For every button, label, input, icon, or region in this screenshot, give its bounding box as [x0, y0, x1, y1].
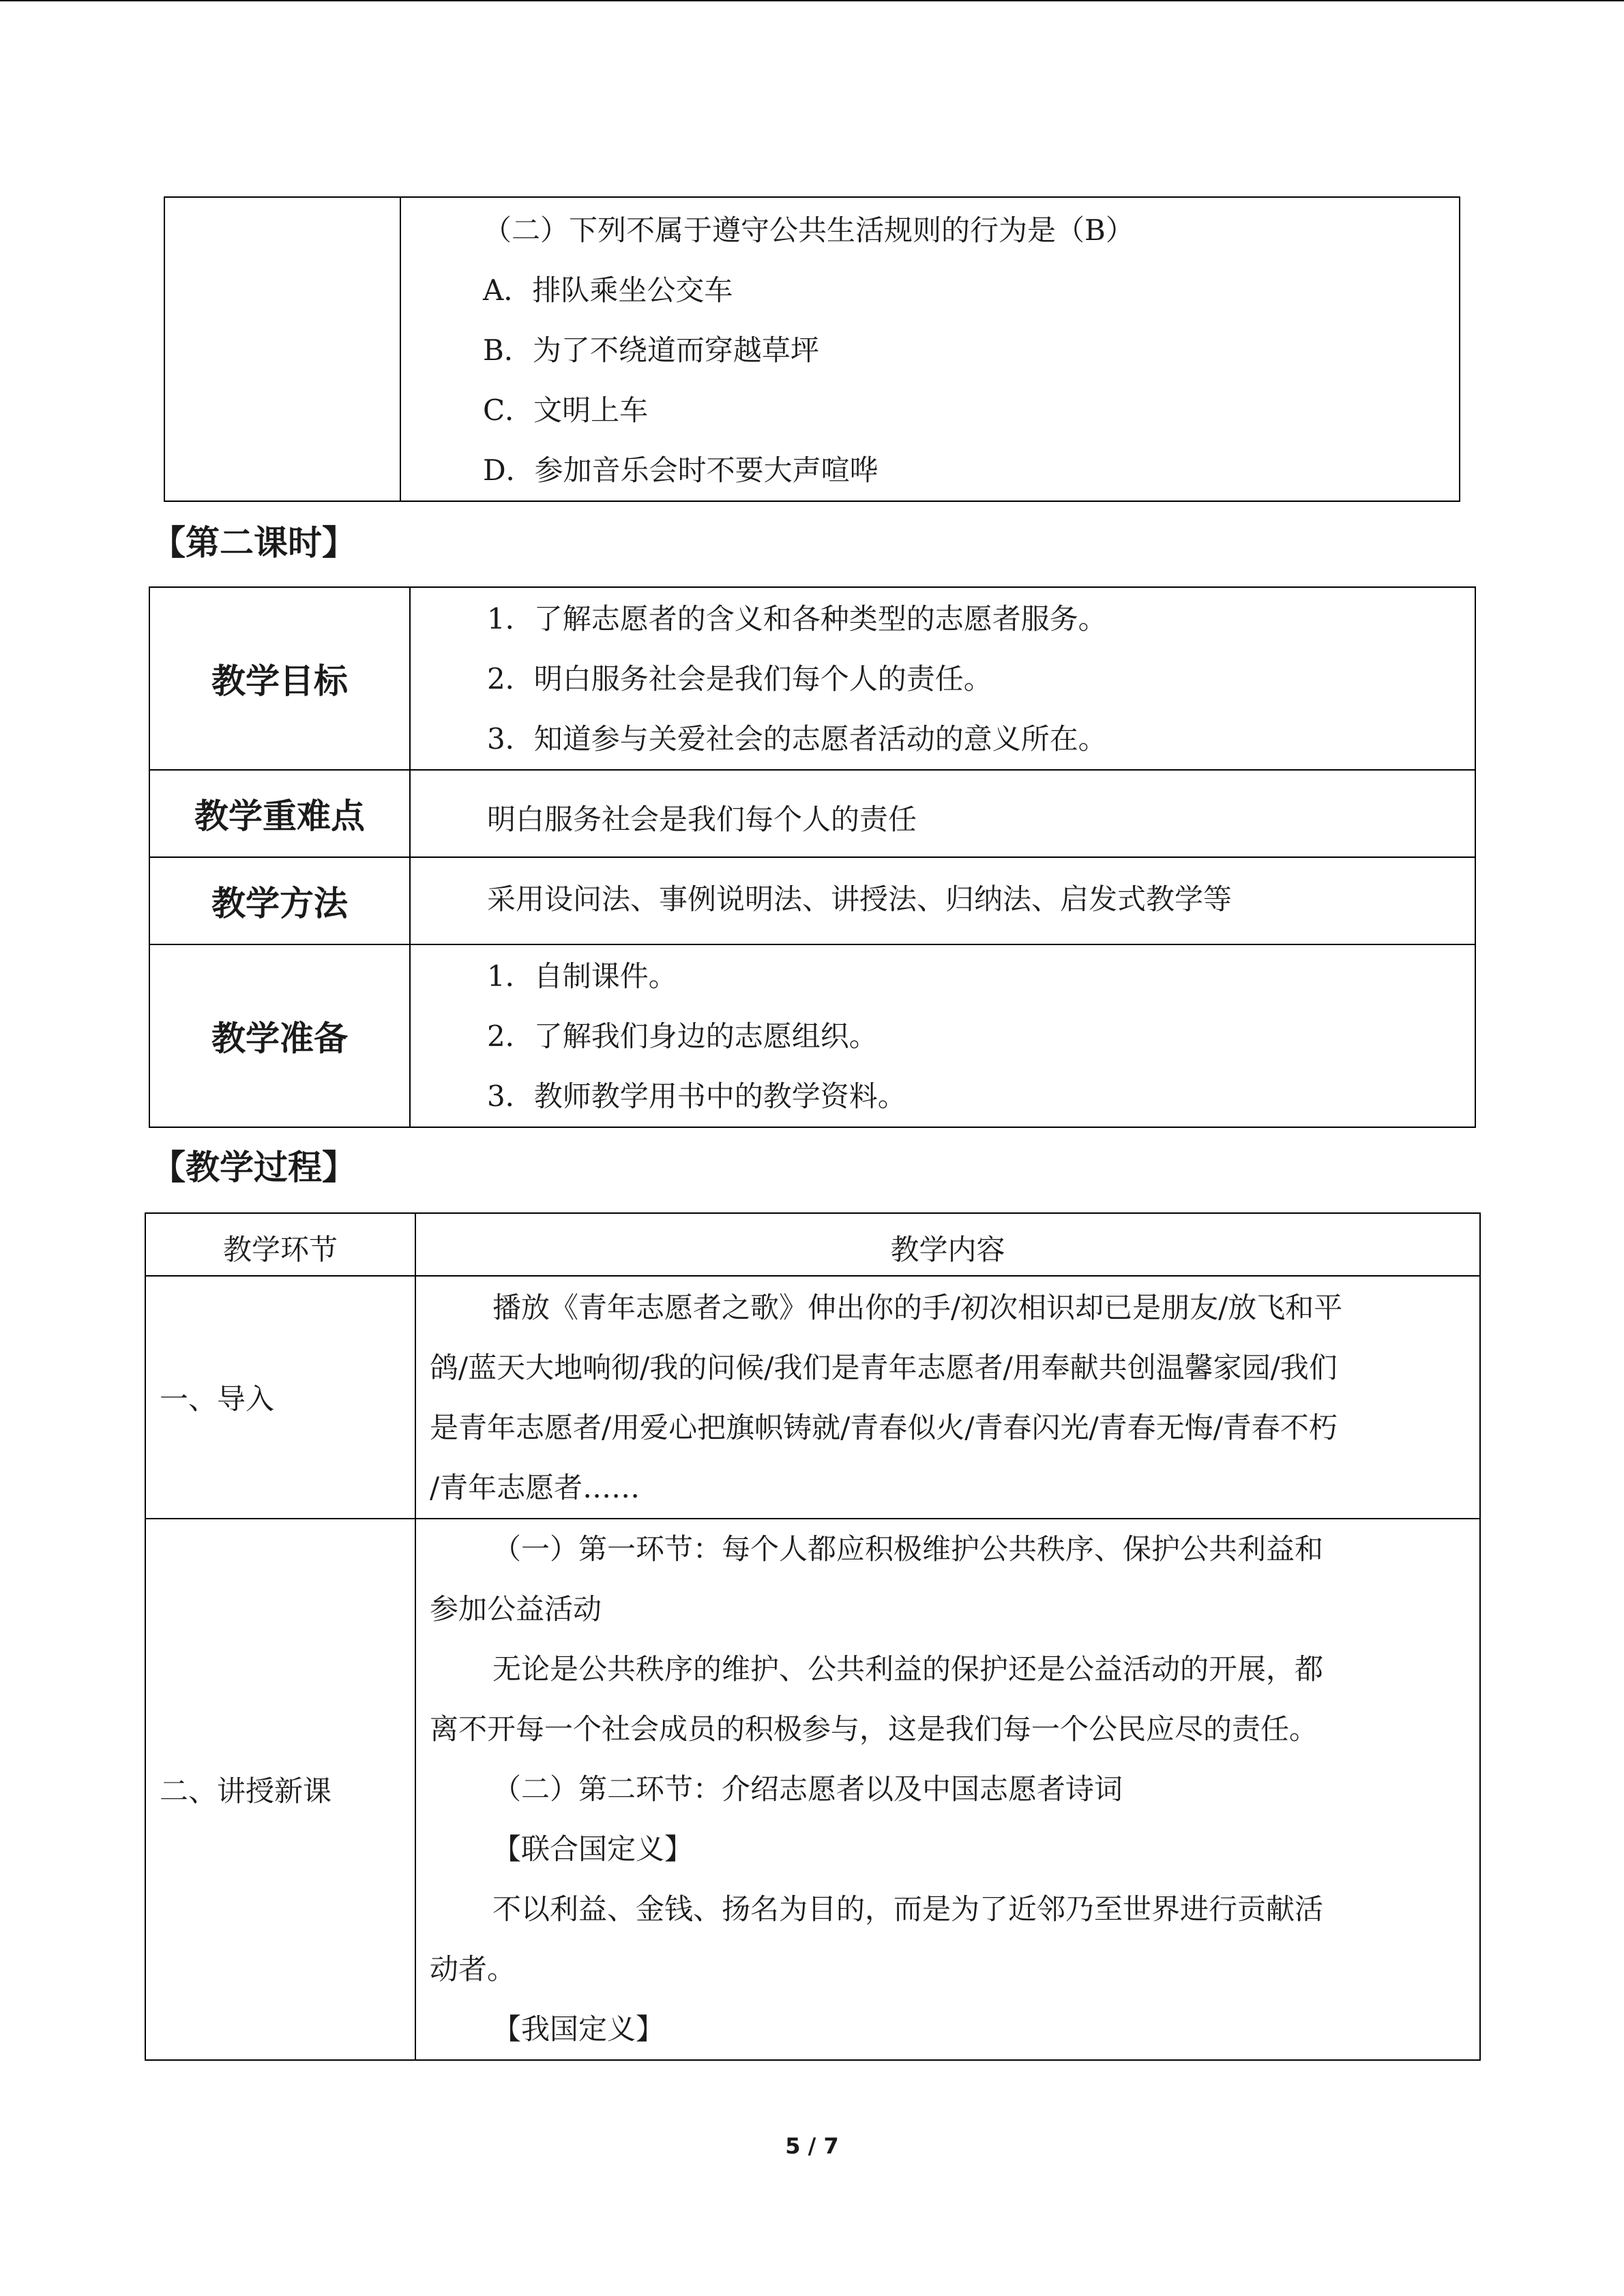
section-heading-teaching-process: 【教学过程】	[151, 1148, 356, 1187]
goals-cell	[410, 587, 1475, 770]
prep-item: 3．教师教学用书中的教学资料。	[487, 1079, 906, 1113]
prep-item: 2．了解我们身边的志愿组织。	[487, 1019, 878, 1053]
page-number: 5 / 7	[785, 2133, 839, 2159]
goal-item: 3．知道参与关爱社会的志愿者活动的意义所在。	[487, 722, 1107, 756]
prep-item: 1．自制课件。	[487, 959, 677, 993]
stage-new-lesson-label: 二、讲授新课	[145, 1519, 415, 2060]
goal-item: 1．了解志愿者的含义和各种类型的志愿者服务。	[487, 602, 1107, 636]
new-lesson-line: 【我国定义】	[492, 2012, 665, 2046]
quiz-option-d: D．参加音乐会时不要大声喧哗	[483, 453, 879, 487]
intro-line: 是青年志愿者/用爱心把旗帜铸就/青春似火/青春闪光/青春无悔/青春不朽	[430, 1411, 1338, 1444]
prep-label: 教学准备	[149, 944, 410, 1127]
header-stage: 教学环节	[145, 1213, 415, 1276]
top-border-line	[0, 0, 1624, 1]
intro-line: 鸽/蓝天大地响彻/我的问候/我们是青年志愿者/用奉献共创温馨家园/我们	[430, 1351, 1338, 1384]
prep-cell	[410, 944, 1475, 1127]
method-text: 采用设问法、事例说明法、讲授法、归纳法、启发式教学等	[410, 857, 1475, 944]
stage-intro-content	[415, 1276, 1480, 1519]
teaching-process-table	[145, 1212, 1481, 2061]
stage-intro-label: 一、导入	[145, 1276, 415, 1519]
method-label: 教学方法	[149, 857, 410, 944]
quiz-option-c: C．文明上车	[483, 393, 649, 427]
new-lesson-line: 无论是公共秩序的维护、公共利益的保护还是公益活动的开展，都	[492, 1652, 1324, 1686]
quiz-content-cell	[400, 197, 1460, 501]
new-lesson-line: （一）第一环节：每个人都应积极维护公共秩序、保护公共利益和	[492, 1532, 1324, 1566]
quiz-left-cell	[164, 197, 400, 501]
keypoint-label: 教学重难点	[149, 770, 410, 857]
keypoint-text: 明白服务社会是我们每个人的责任	[410, 770, 1475, 857]
new-lesson-line: （二）第二环节：介绍志愿者以及中国志愿者诗词	[492, 1772, 1123, 1806]
new-lesson-line: 不以利益、金钱、扬名为目的，而是为了近邻乃至世界进行贡献活	[492, 1892, 1324, 1926]
intro-line: /青年志愿者……	[430, 1471, 640, 1504]
goals-label: 教学目标	[149, 587, 410, 770]
header-content: 教学内容	[415, 1213, 1480, 1276]
new-lesson-line: 【联合国定义】	[492, 1832, 694, 1866]
quiz-option-a: A．排队乘坐公交车	[483, 273, 733, 307]
section-heading-second-lesson: 【第二课时】	[151, 523, 356, 563]
new-lesson-line: 动者。	[430, 1952, 516, 1986]
new-lesson-line: 离不开每一个社会成员的积极参与，这是我们每一个公民应尽的责任。	[430, 1712, 1318, 1746]
lesson-plan-table	[149, 586, 1476, 1128]
quiz-table	[164, 196, 1460, 502]
goal-item: 2．明白服务社会是我们每个人的责任。	[487, 662, 992, 696]
stage-new-lesson-content	[415, 1519, 1480, 2060]
quiz-option-b: B．为了不绕道而穿越草坪	[483, 333, 819, 367]
new-lesson-line: 参加公益活动	[430, 1592, 602, 1626]
quiz-question: （二）下列不属于遵守公共生活规则的行为是（B）	[483, 213, 1134, 247]
intro-line: 播放《青年志愿者之歌》伸出你的手/初次相识却已是朋友/放飞和平	[492, 1291, 1343, 1324]
